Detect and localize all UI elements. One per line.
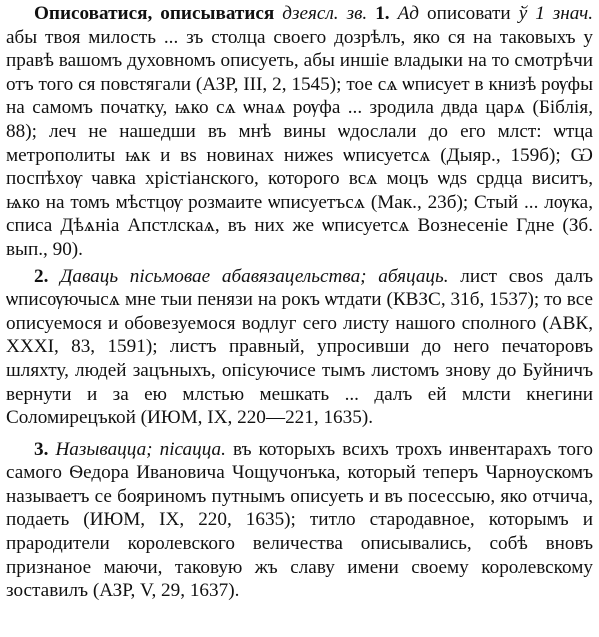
cross-reference: описовати [426,3,511,24]
entry-sense-1 [6,2,593,262]
sense-definition: Называцца; пісацца. [55,438,226,460]
sense-number: 1. [375,3,390,24]
grammar-label: дзеясл. зв. [282,3,368,24]
entry-sense-3 [6,438,593,603]
sense-definition: Ад [397,3,419,24]
citations: лист своѕ далъ ѡписѹючысѧ мне тыи пенязи на рокъ ѡтдати (КВЗС, 31б, 1537); то все описуемося и обовезуемося водлуг сего листу нашого сполного (АВК, XXXI, 83, 1591); листъ правный, упросивши до него печаторовъ шляхту, людей зацъныхъ, опісуючисе тымъ листомъ знову до Буйничъ вернути и за ею млстью мешкать ... далъ ей млсти кнегини Соломирецъкой (ИЮМ, IX, 220—221, 1635). [6,265,593,429]
sense-reference: ў 1 знач. [518,3,594,24]
headword: Описоватися, описыватися [34,3,275,24]
sense-number: 3. [34,438,49,460]
entry-sense-2 [6,265,593,430]
citations: въ которыхъ всихъ трохъ инвентарахъ того самого Ѳедора Ивановича Чощучонъка, который теперъ Чарноускомъ называетъ се бояриномъ путнымъ описуеть и въ посессыю, яко отчича, подаеть (ИЮМ, IX, 220, 1635); титло стародавное, которымъ и прародители королевского величества описывались, собѣ вновъ признаное маючи, таковую жъ славу имени своему королевскому зоставилъ (АЗР, V, 29, 1637). [6,438,594,602]
citations: абы твоя милость ... зъ столца своего дозрѣлъ, яко ся на таковыхъ у правѣ вашомъ духовномъ описуеть, абы иншіе владыки на то смотрѣчи отъ того ся повстягали (АЗР, III, 2, 1545); тое сѧ ѡписует в книзѣ рѹфы на самомъ початку, ѩко сѧ ѡнаѧ рѹфа ... зродила двда царѧ (Біблія, 88); леч не нашедши въ мнѣ вины ѡдослали до его млст: ѡтца метрополиты ѩк и вѕ новинах нижеѕ ѡписуетсѧ (Дыяр., 159б); Ѡ поспѣхѹ чавка хрістіанского, которого всѧ моцъ ѡдѕ срдца виситъ, ѩко на томъ мѣстцѹ розмаите ѡписуетъсѧ (Мак., 23б); Стый ... лѹка, списа Дѣѧніа Апстлскаѧ, въ них же ѡписуетсѧ Вознесеніе Гдне (Зб. вып., 90). [6,26,593,260]
sense-number: 2. [34,265,49,287]
sense-definition: Даваць пісьмовае абавязацельства; абяцаць. [60,265,449,287]
